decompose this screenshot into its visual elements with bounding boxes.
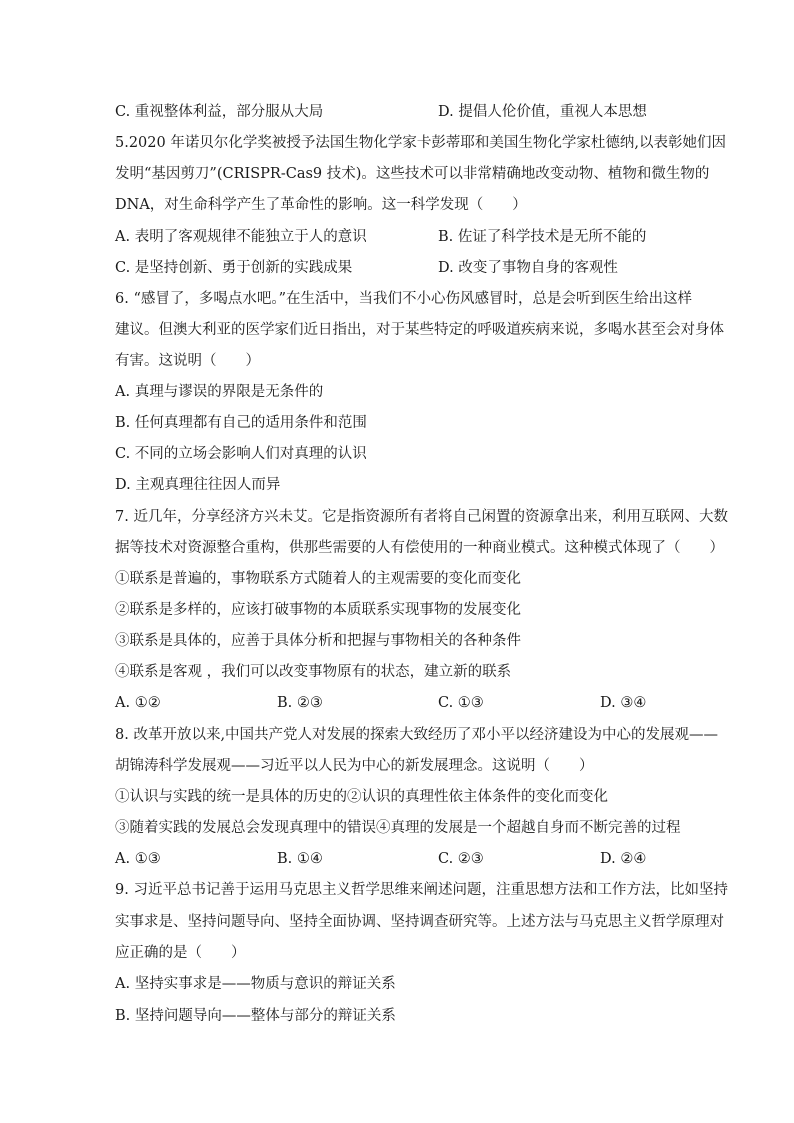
q7-choice-c: C. ①③ xyxy=(438,695,484,711)
q7-statement-3: ③联系是具体的，应善于具体分析和把握与事物相关的各种条件 xyxy=(115,633,521,649)
q9-stem-line-3: 应正确的是（ ） xyxy=(115,945,246,961)
q5-stem-line-3: DNA，对生命科学产生了革命性的影响。这一科学发现（ ） xyxy=(115,197,527,213)
q8-choice-c: C. ②③ xyxy=(438,851,484,867)
q8-choice-d: D. ②④ xyxy=(600,851,647,867)
q6-option-c: C. 不同的立场会影响人们对真理的认识 xyxy=(115,446,367,462)
q7-choice-d: D. ③④ xyxy=(600,695,647,711)
q8-stem-line-2: 胡锦涛科学发展观——习近平以人民为中心的新发展理念。这说明（ ） xyxy=(115,758,594,774)
q7-choice-a: A. ①② xyxy=(115,695,161,711)
q4-option-d: D. 提倡人伦价值，重视人本思想 xyxy=(438,104,647,120)
q8-stem-line-1: 8. 改革开放以来,中国共产党人对发展的探索大致经历了邓小平以经济建设为中心的发展观—— xyxy=(115,727,719,743)
q9-stem-line-2: 实事求是、坚持问题导向、坚持全面协调、坚持调查研究等。上述方法与马克思主义哲学原理对 xyxy=(115,914,724,930)
q6-stem-line-1: 6. “感冒了，多喝点水吧。”在生活中，当我们不小心伤风感冒时，总是会听到医生给出这样 xyxy=(115,291,693,307)
q7-statement-4: ④联系是客观 ，我们可以改变事物原有的状态，建立新的联系 xyxy=(115,664,512,680)
q8-choice-a: A. ①③ xyxy=(115,851,161,867)
q8-choice-b: B. ①④ xyxy=(277,851,323,867)
q5-stem-line-1: 5.2020 年诺贝尔化学奖被授予法国生物化学家卡彭蒂耶和美国生物化学家杜德纳,以表彰她们因 xyxy=(115,135,726,151)
q9-stem-line-1: 9. 习近平总书记善于运用马克思主义哲学思维来阐述问题，注重思想方法和工作方法，比如坚持 xyxy=(115,882,728,898)
q6-option-a: A. 真理与谬误的界限是无条件的 xyxy=(115,384,324,400)
q6-stem-line-3: 有害。这说明（ ） xyxy=(115,353,260,369)
q5-stem-line-2: 发明“基因剪刀”(CRISPR-Cas9 技术)。这些技术可以非常精确地改变动物、植物和微生物的 xyxy=(115,166,710,182)
q8-statement-2: ③随着实践的发展总会发现真理中的错误④真理的发展是一个超越自身而不断完善的过程 xyxy=(115,820,681,836)
q5-option-b: B. 佐证了科学技术是无所不能的 xyxy=(438,229,647,245)
q7-statement-1: ①联系是普遍的，事物联系方式随着人的主观需要的变化而变化 xyxy=(115,571,521,587)
q7-statement-2: ②联系是多样的，应该打破事物的本质联系实现事物的发展变化 xyxy=(115,602,521,618)
q4-option-c: C. 重视整体利益，部分服从大局 xyxy=(115,104,324,120)
q9-option-a: A. 坚持实事求是——物质与意识的辩证关系 xyxy=(115,976,396,992)
q7-stem-line-2: 据等技术对资源整合重构，供那些需要的人有偿使用的一种商业模式。这种模式体现了（ ） xyxy=(115,540,724,556)
q6-option-d: D. 主观真理往往因人而异 xyxy=(115,477,281,493)
q7-stem-line-1: 7. 近几年，分享经济方兴未艾。它是指资源所有者将自己闲置的资源拿出来，利用互联网、大数 xyxy=(115,509,728,525)
q7-choice-b: B. ②③ xyxy=(277,695,323,711)
q9-option-b: B. 坚持问题导向——整体与部分的辩证关系 xyxy=(115,1008,396,1024)
q6-stem-line-2: 建议。但澳大利亚的医学家们近日指出，对于某些特定的呼吸道疾病来说，多喝水甚至会对身体 xyxy=(115,322,724,338)
q5-option-a: A. 表明了客观规律不能独立于人的意识 xyxy=(115,229,367,245)
q8-statement-1: ①认识与实践的统一是具体的历史的②认识的真理性依主体条件的变化而变化 xyxy=(115,789,608,805)
q6-option-b: B. 任何真理都有自己的适用条件和范围 xyxy=(115,415,367,431)
q5-option-d: D. 改变了事物自身的客观性 xyxy=(438,260,618,276)
q5-option-c: C. 是坚持创新、勇于创新的实践成果 xyxy=(115,260,353,276)
